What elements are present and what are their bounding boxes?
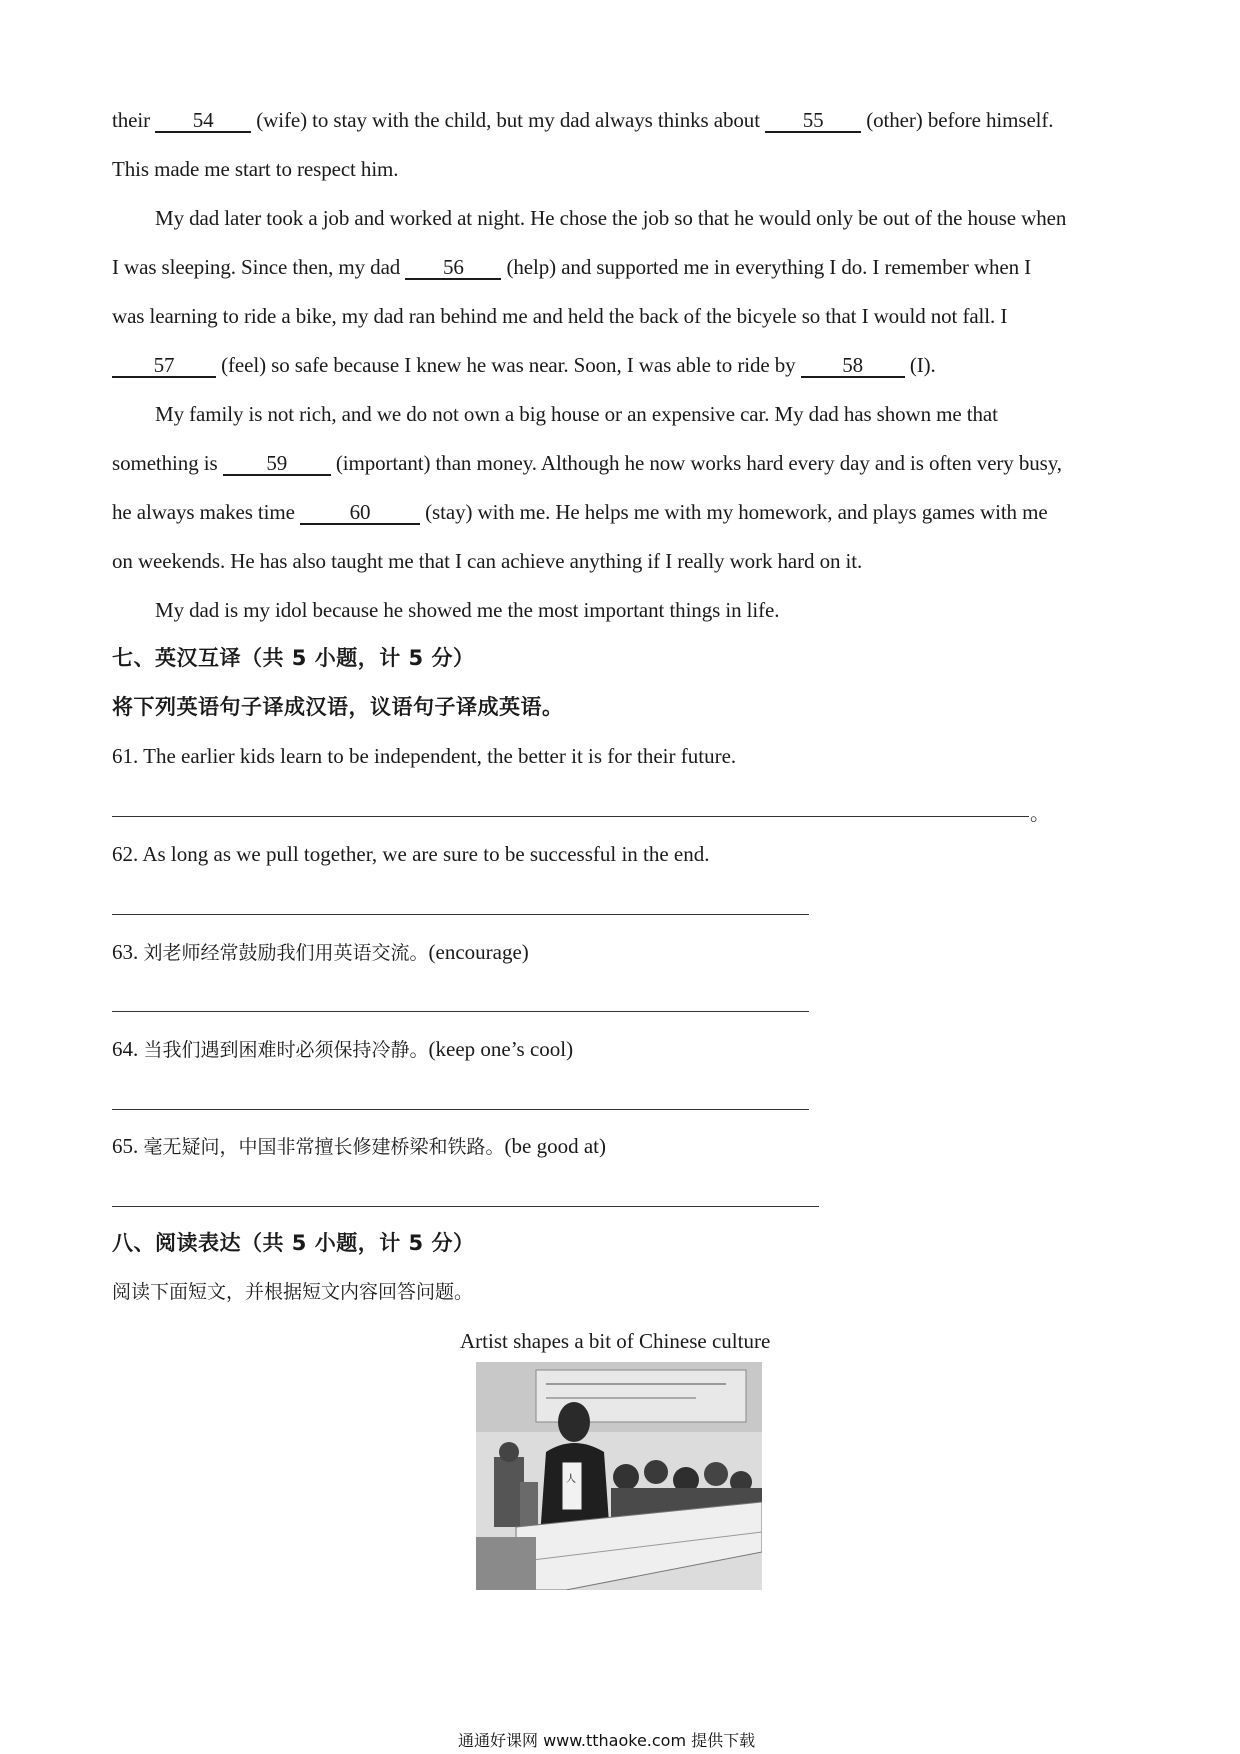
passage-line-6 [112,350,936,380]
article-title: Artist shapes a bit of Chinese culture [460,1329,771,1353]
passage-line-11: My dad is my idol because he showed me the most important things in life. [155,598,780,622]
text: their [112,108,156,132]
answer-line-61[interactable] [112,816,1029,817]
passage-line-8 [112,448,1062,478]
section-8-heading: 八、阅读表达（共 5 小题，计 5 分） [112,1231,475,1255]
end-mark: 。 [1030,803,1050,825]
blank-58[interactable]: 58 [801,354,905,378]
question-text: 毫无疑问，中国非常擅长修建桥梁和铁路。 [143,1136,505,1158]
text: something is [112,451,223,475]
question-number: 63. [112,940,144,964]
section-7-instruction: 将下列英语句子译成汉语，议语句子译成英语。 [112,695,564,719]
text: (other) before himself. [861,108,1054,132]
question-text: 当我们遇到困难时必须保持冷静。 [143,1039,429,1061]
keyword-hint: (keep one’s cool) [428,1037,574,1061]
text: (I). [904,353,936,377]
svg-text:人: 人 [566,1474,576,1485]
passage-line-4 [112,252,1031,282]
section-7-heading: 七、英汉互译（共 5 小题，计 5 分） [112,646,475,670]
question-61: 61. The earlier kids learn to be independent, the better it is for their future. [112,744,737,768]
answer-line-64[interactable] [112,1109,809,1110]
question-number: 64. [112,1037,144,1061]
text: I was sleeping. Since then, my dad [112,255,406,279]
text: (stay) with me. He helps me with my homework, and plays games with me [420,500,1048,524]
blank-55[interactable]: 55 [765,109,861,133]
keyword-hint: (be good at) [504,1134,606,1158]
question-text: 刘老师经常鼓励我们用英语交流。 [143,942,429,964]
blank-54[interactable]: 54 [155,109,251,133]
passage-line-9 [112,497,1048,527]
question-64 [112,1034,573,1065]
answer-line-65[interactable] [112,1206,819,1207]
question-63 [112,937,529,968]
text: he always makes time [112,500,301,524]
answer-line-62[interactable] [112,914,809,915]
footer-source: 通通好课网 www.tthaoke.com 提供下载 [458,1731,756,1750]
question-62: 62. As long as we pull together, we are sure to be successful in the end. [112,842,710,866]
question-65 [112,1131,606,1162]
passage-line-7: My family is not rich, and we do not own a big house or an expensive car. My dad has shown me that [155,402,998,426]
text: (wife) to stay with the child, but my dad always thinks about [251,108,766,132]
answer-line-63[interactable] [112,1011,809,1012]
blank-57[interactable]: 57 [112,354,216,378]
question-number: 65. [112,1134,144,1158]
passage-line-1 [112,105,1053,135]
passage-line-2: This made me start to respect him. [112,157,399,181]
text: (feel) so safe because I knew he was near. Soon, I was able to ride by [216,353,801,377]
text: (help) and supported me in everything I do. I remember when I [501,255,1032,279]
keyword-hint: (encourage) [428,940,529,964]
passage-line-10: on weekends. He has also taught me that I can achieve anything if I really work hard on it. [112,549,863,573]
article-photo [476,1362,762,1590]
passage-line-5: was learning to ride a bike, my dad ran behind me and held the back of the bicyele so that I would not fall. I [112,304,1008,328]
section-8-instruction: 阅读下面短文，并根据短文内容回答问题。 [112,1281,474,1303]
blank-56[interactable]: 56 [405,256,501,280]
classroom-photo-image [476,1362,762,1590]
blank-60[interactable]: 60 [300,501,420,525]
blank-59[interactable]: 59 [223,452,331,476]
text: (important) than money. Although he now works hard every day and is often very busy, [330,451,1062,475]
passage-line-3: My dad later took a job and worked at night. He chose the job so that he would only be out of the house when [155,206,1067,230]
